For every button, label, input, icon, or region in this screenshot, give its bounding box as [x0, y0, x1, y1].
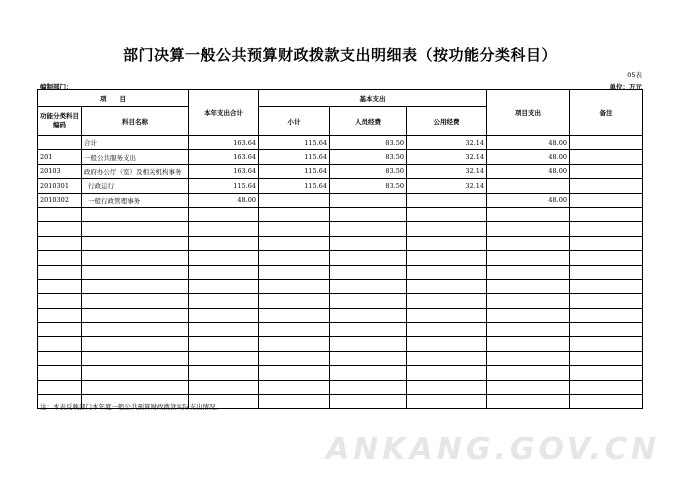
- empty-cell: [259, 323, 330, 337]
- empty-cell: [330, 294, 407, 308]
- empty-cell: [38, 337, 82, 351]
- cell-name: 一般公共服务支出: [82, 150, 189, 164]
- empty-cell: [38, 265, 82, 279]
- empty-row: [38, 308, 643, 322]
- header-personnel: 人员经费: [330, 107, 407, 136]
- cell-subtotal: 115.64: [259, 136, 330, 150]
- unit-label: 单位：万元: [609, 83, 642, 91]
- cell-project: 48.00: [487, 164, 570, 178]
- cell-project: 48.00: [487, 136, 570, 150]
- cell-code: 201: [38, 150, 82, 164]
- empty-cell: [189, 323, 259, 337]
- empty-cell: [407, 251, 487, 265]
- empty-cell: [38, 351, 82, 365]
- empty-cell: [82, 308, 189, 322]
- department-label: 编制部门：: [40, 83, 73, 91]
- cell-personnel: 83.50: [330, 136, 407, 150]
- empty-cell: [570, 308, 643, 322]
- empty-cell: [330, 236, 407, 250]
- empty-cell: [407, 395, 487, 409]
- cell-subtotal: 115.64: [259, 150, 330, 164]
- cell-total: 163.64: [189, 136, 259, 150]
- empty-cell: [570, 337, 643, 351]
- cell-code: 20103: [38, 164, 82, 178]
- header-public: 公用经费: [407, 107, 487, 136]
- empty-cell: [189, 265, 259, 279]
- cell-public: 32.14: [407, 136, 487, 150]
- empty-cell: [259, 265, 330, 279]
- expenditure-table: [37, 89, 643, 409]
- empty-cell: [407, 222, 487, 236]
- empty-cell: [407, 207, 487, 221]
- empty-cell: [570, 294, 643, 308]
- empty-cell: [330, 207, 407, 221]
- empty-cell: [330, 323, 407, 337]
- cell-public: [407, 193, 487, 207]
- empty-cell: [82, 380, 189, 394]
- empty-row: [38, 366, 643, 380]
- empty-cell: [407, 337, 487, 351]
- cell-public: 32.14: [407, 150, 487, 164]
- empty-row: [38, 337, 643, 351]
- cell-name: 一般行政管理事务: [82, 193, 189, 207]
- footnote: 注：本表反映部门本年度一般公共预算财政拨款实际支出情况。: [40, 403, 222, 411]
- empty-cell: [407, 308, 487, 322]
- empty-cell: [487, 337, 570, 351]
- empty-cell: [487, 380, 570, 394]
- empty-cell: [189, 366, 259, 380]
- empty-cell: [259, 236, 330, 250]
- empty-cell: [259, 207, 330, 221]
- empty-cell: [82, 366, 189, 380]
- empty-cell: [189, 236, 259, 250]
- table-body: [38, 136, 643, 409]
- empty-cell: [330, 251, 407, 265]
- empty-cell: [189, 337, 259, 351]
- cell-personnel: 83.50: [330, 150, 407, 164]
- empty-cell: [487, 308, 570, 322]
- empty-cell: [38, 366, 82, 380]
- empty-cell: [487, 265, 570, 279]
- empty-cell: [189, 279, 259, 293]
- cell-total: 48.00: [189, 193, 259, 207]
- empty-cell: [38, 222, 82, 236]
- empty-cell: [570, 236, 643, 250]
- cell-code: [38, 136, 82, 150]
- empty-cell: [189, 207, 259, 221]
- empty-cell: [82, 251, 189, 265]
- empty-cell: [487, 251, 570, 265]
- cell-name: 合计: [82, 136, 189, 150]
- empty-cell: [407, 366, 487, 380]
- table-row: [38, 193, 643, 207]
- empty-cell: [487, 294, 570, 308]
- empty-cell: [259, 351, 330, 365]
- empty-cell: [570, 323, 643, 337]
- empty-cell: [407, 265, 487, 279]
- empty-cell: [487, 323, 570, 337]
- empty-row: [38, 265, 643, 279]
- empty-cell: [259, 294, 330, 308]
- empty-cell: [38, 236, 82, 250]
- empty-cell: [82, 294, 189, 308]
- empty-cell: [189, 251, 259, 265]
- empty-cell: [82, 351, 189, 365]
- empty-cell: [82, 337, 189, 351]
- empty-cell: [330, 366, 407, 380]
- header-remark: 备注: [570, 90, 643, 136]
- empty-cell: [570, 265, 643, 279]
- empty-cell: [487, 236, 570, 250]
- empty-cell: [487, 207, 570, 221]
- empty-row: [38, 351, 643, 365]
- cell-total: 115.64: [189, 179, 259, 193]
- empty-row: [38, 236, 643, 250]
- empty-cell: [407, 351, 487, 365]
- empty-row: [38, 222, 643, 236]
- empty-cell: [330, 222, 407, 236]
- cell-personnel: 83.50: [330, 164, 407, 178]
- watermark: ANKANG.GOV.CN: [325, 432, 660, 467]
- empty-cell: [259, 279, 330, 293]
- cell-project: [487, 179, 570, 193]
- empty-cell: [38, 323, 82, 337]
- cell-total: 163.64: [189, 150, 259, 164]
- empty-cell: [259, 380, 330, 394]
- cell-subtotal: [259, 193, 330, 207]
- empty-cell: [38, 279, 82, 293]
- cell-personnel: [330, 193, 407, 207]
- header-basic: 基本支出: [259, 90, 487, 107]
- empty-cell: [570, 395, 643, 409]
- empty-cell: [259, 366, 330, 380]
- empty-cell: [189, 351, 259, 365]
- table-row: [38, 179, 643, 193]
- empty-row: [38, 207, 643, 221]
- empty-cell: [259, 395, 330, 409]
- cell-name: 行政运行: [82, 179, 189, 193]
- cell-personnel: 83.50: [330, 179, 407, 193]
- cell-code: 2010302: [38, 193, 82, 207]
- header-item: 项 目: [38, 90, 189, 107]
- empty-cell: [82, 222, 189, 236]
- empty-cell: [259, 337, 330, 351]
- empty-cell: [407, 323, 487, 337]
- cell-remark: [570, 136, 643, 150]
- header-project: 项目支出: [487, 90, 570, 136]
- table-row: [38, 164, 643, 178]
- empty-cell: [189, 380, 259, 394]
- cell-name: 政府办公厅（室）及相关机构事务: [82, 164, 189, 178]
- empty-cell: [82, 207, 189, 221]
- empty-cell: [259, 222, 330, 236]
- header-subtotal: 小计: [259, 107, 330, 136]
- header-annual-total: 本年支出合计: [189, 90, 259, 136]
- page-title: 部门决算一般公共预算财政拨款支出明细表（按功能分类科目）: [122, 46, 557, 64]
- empty-cell: [570, 207, 643, 221]
- empty-cell: [259, 308, 330, 322]
- empty-cell: [38, 308, 82, 322]
- empty-cell: [330, 308, 407, 322]
- header-func-code: 功能分类科目编码: [38, 107, 82, 136]
- empty-cell: [407, 279, 487, 293]
- header-subject-name: 科目名称: [82, 107, 189, 136]
- empty-cell: [330, 337, 407, 351]
- empty-cell: [570, 351, 643, 365]
- empty-cell: [189, 222, 259, 236]
- empty-cell: [330, 351, 407, 365]
- cell-remark: [570, 164, 643, 178]
- empty-cell: [487, 366, 570, 380]
- cell-remark: [570, 150, 643, 164]
- cell-code: 2010301: [38, 179, 82, 193]
- empty-cell: [82, 323, 189, 337]
- empty-cell: [82, 265, 189, 279]
- cell-remark: [570, 193, 643, 207]
- empty-row: [38, 380, 643, 394]
- table-code: 05表: [627, 71, 642, 79]
- empty-cell: [407, 380, 487, 394]
- empty-cell: [38, 380, 82, 394]
- cell-public: 32.14: [407, 179, 487, 193]
- cell-public: 32.14: [407, 164, 487, 178]
- empty-cell: [487, 279, 570, 293]
- empty-cell: [330, 395, 407, 409]
- empty-cell: [82, 279, 189, 293]
- empty-cell: [259, 251, 330, 265]
- empty-cell: [487, 395, 570, 409]
- empty-row: [38, 251, 643, 265]
- empty-cell: [570, 380, 643, 394]
- cell-project: 48.00: [487, 150, 570, 164]
- empty-cell: [38, 207, 82, 221]
- empty-cell: [570, 279, 643, 293]
- empty-cell: [38, 251, 82, 265]
- cell-project: 48.00: [487, 193, 570, 207]
- empty-cell: [570, 222, 643, 236]
- empty-row: [38, 323, 643, 337]
- empty-row: [38, 279, 643, 293]
- empty-cell: [189, 308, 259, 322]
- empty-row: [38, 294, 643, 308]
- empty-cell: [38, 294, 82, 308]
- cell-subtotal: 115.64: [259, 179, 330, 193]
- empty-cell: [570, 251, 643, 265]
- cell-subtotal: 115.64: [259, 164, 330, 178]
- cell-total: 163.64: [189, 164, 259, 178]
- empty-cell: [82, 236, 189, 250]
- empty-cell: [189, 294, 259, 308]
- empty-cell: [487, 222, 570, 236]
- cell-remark: [570, 179, 643, 193]
- table-row: [38, 150, 643, 164]
- empty-cell: [330, 265, 407, 279]
- empty-cell: [487, 351, 570, 365]
- table-row: [38, 136, 643, 150]
- empty-cell: [330, 380, 407, 394]
- empty-cell: [407, 236, 487, 250]
- empty-cell: [570, 366, 643, 380]
- empty-cell: [407, 294, 487, 308]
- empty-cell: [330, 279, 407, 293]
